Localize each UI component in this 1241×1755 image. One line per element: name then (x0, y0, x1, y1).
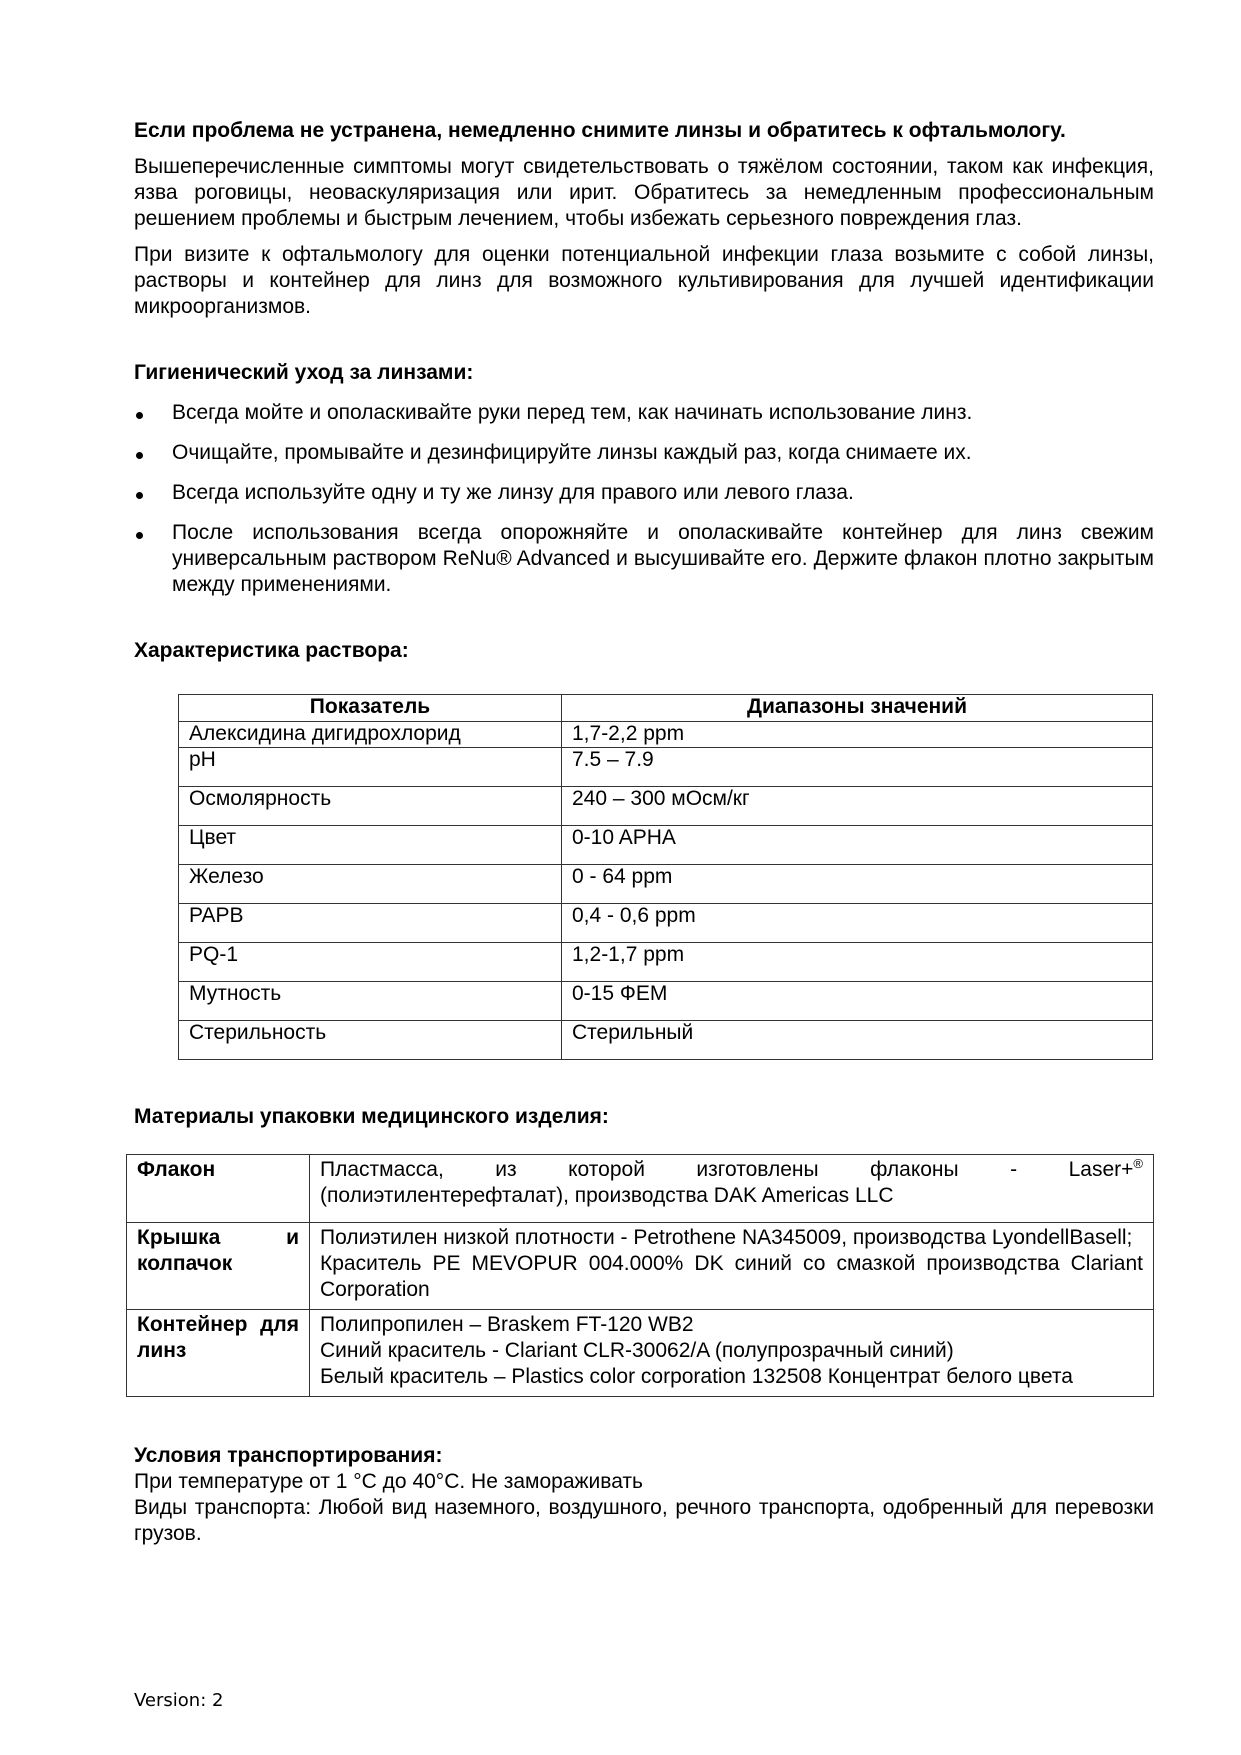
cell-parameter: Мутность (179, 982, 562, 1021)
warning-heading: Если проблема не устранена, немедленно снимите линзы и обратитесь к офтальмологу. (134, 119, 1066, 142)
version-footer: Version: 2 (134, 1690, 224, 1711)
cell-parameter: PAPB (179, 904, 562, 943)
cell-range: 240 – 300 мОсм/кг (562, 787, 1153, 826)
bullet-dot-icon (136, 492, 143, 499)
transport-heading: Условия транспортирования: (134, 1444, 443, 1467)
cell-range: 0 - 64 ppm (562, 865, 1153, 904)
cell-parameter: Железо (179, 865, 562, 904)
table-row (179, 943, 1153, 982)
table-row (179, 1021, 1153, 1060)
cell-parameter: PQ-1 (179, 943, 562, 982)
cell-range: 1,2-1,7 ppm (562, 943, 1153, 982)
solution-spec-table (178, 694, 1153, 1060)
cell-component: Флакон (127, 1155, 310, 1223)
transport-types: Виды транспорта: Любой вид наземного, воздушного, речного транспорта, одобренный для перевозки грузов. (134, 1496, 1154, 1545)
cell-component: Крышка и колпачок (127, 1223, 310, 1310)
cell-parameter: Цвет (179, 826, 562, 865)
cell-range: 0,4 - 0,6 ppm (562, 904, 1153, 943)
packaging-table (126, 1154, 1154, 1397)
warning-paragraph-visit: При визите к офтальмологу для оценки потенциальной инфекции глаза возьмите с собой линзы, растворы и контейнер для линз для возможного культивирования для лучшей идентификации микроорганизмов. (134, 243, 1154, 318)
bullet-dot-icon (136, 452, 143, 459)
cell-parameter: Осмолярность (179, 787, 562, 826)
cell-range: 7.5 – 7.9 (562, 748, 1153, 787)
cell-material: Пластмасса, из которой изготовлены флаконы - Laser+® (полиэтилентерефталат), производства DAK Americas LLC (310, 1155, 1154, 1223)
table-row (179, 904, 1153, 943)
list-item: Всегда используйте одну и ту же линзу для правого или левого глаза. (134, 480, 1154, 506)
cell-range: 0-10 APHA (562, 826, 1153, 865)
bullet-dot-icon (136, 412, 143, 419)
cell-parameter: Алексидина дигидрохлорид (179, 722, 562, 748)
hygiene-heading: Гигиенический уход за линзами: (134, 361, 474, 384)
cell-range: 1,7-2,2 ppm (562, 722, 1153, 748)
column-header-parameter: Показатель (179, 695, 562, 722)
cell-parameter: Стерильность (179, 1021, 562, 1060)
table-row (127, 1223, 1154, 1310)
hygiene-list (134, 400, 1154, 598)
cell-range: 0-15 ФЕМ (562, 982, 1153, 1021)
list-item: Очищайте, промывайте и дезинфицируйте линзы каждый раз, когда снимаете их. (134, 440, 1154, 466)
document-page (134, 118, 1154, 1547)
column-header-range: Диапазоны значений (562, 695, 1153, 722)
bullet-dot-icon (136, 532, 143, 539)
table-row (179, 826, 1153, 865)
cell-component: Контейнер для линз (127, 1310, 310, 1397)
transport-temperature: При температуре от 1 °С до 40°С. Не замораживать (134, 1470, 643, 1493)
table-row (179, 982, 1153, 1021)
cell-material: Полипропилен – Braskem FT-120 WB2 Синий краситель - Clariant CLR-30062/A (полупрозрачный синий) Белый краситель – Plastics color corporation 132508 Концентрат белого цвета (310, 1310, 1154, 1397)
list-item: Всегда мойте и ополаскивайте руки перед тем, как начинать использование линз. (134, 400, 1154, 426)
packaging-heading: Материалы упаковки медицинского изделия: (134, 1105, 609, 1128)
table-row (179, 865, 1153, 904)
table-row (127, 1155, 1154, 1223)
table-row (127, 1310, 1154, 1397)
warning-paragraph-symptoms: Вышеперечисленные симптомы могут свидетельствовать о тяжёлом состоянии, таком как инфекция, язва роговицы, неоваскуляризация или ирит. Обратитесь за немедленным профессиональным решением проблемы и быстрым лечением, чтобы избежать серьезного повреждения глаз. (134, 155, 1154, 230)
cell-material: Полиэтилен низкой плотности - Petrothene NA345009, производства LyondellBasell; Краситель PE MEVOPUR 004.000% DK синий со смазкой производства Clariant Corporation (310, 1223, 1154, 1310)
list-item: После использования всегда опорожняйте и ополаскивайте контейнер для линз свежим универсальным раствором ReNu® Advanced и высушивайте его. Держите флакон плотно закрытым между применениями. (134, 520, 1154, 598)
solution-heading: Характеристика раствора: (134, 639, 409, 662)
cell-parameter: pH (179, 748, 562, 787)
table-row (179, 748, 1153, 787)
cell-range: Стерильный (562, 1021, 1153, 1060)
table-row (179, 722, 1153, 748)
table-header-row (179, 695, 1153, 722)
table-row (179, 787, 1153, 826)
